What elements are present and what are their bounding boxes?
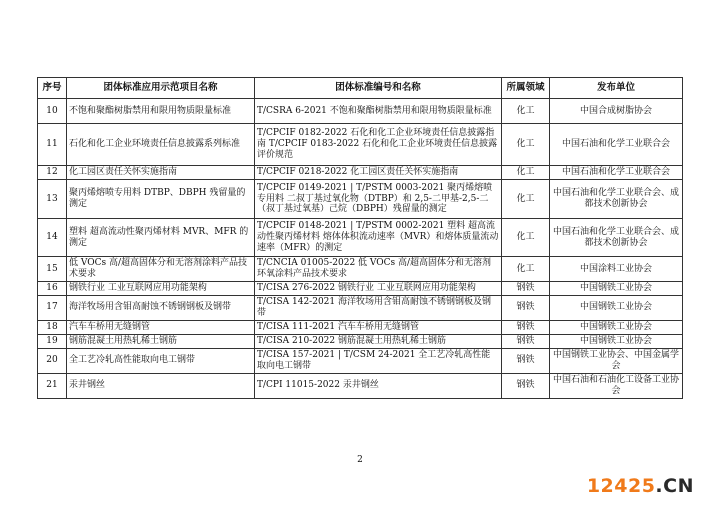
row-no: 20 — [38, 348, 67, 373]
row-org: 中国钢铁工业协会 — [550, 296, 683, 321]
table-row — [38, 124, 683, 166]
row-standard: T/CPCIF 0218-2022 化工园区责任关怀实施指南 — [255, 166, 502, 180]
table-row — [38, 180, 683, 219]
row-standard: T/CSRA 6-2021 不饱和聚酯树脂禁用和限用物质限量标准 — [255, 99, 502, 124]
row-org: 中国钢铁工业协会、中国金属学会 — [550, 348, 683, 373]
row-org: 中国钢铁工业协会 — [550, 282, 683, 296]
row-org: 中国石油和化学工业联合会 — [550, 124, 683, 166]
row-standard: T/CPCIF 0149-2021 | T/PSTM 0003-2021 聚丙烯熔喷专用料 二叔丁基过氧化物（DTBP）和 2,5-二甲基-2,5-二（叔丁基过氧基）己烷（DBPH）残留量的测定 — [255, 180, 502, 219]
table-row — [38, 320, 683, 334]
row-project: 低 VOCs 高/超高固体分和无溶剂涂料产品技术要求 — [67, 257, 255, 282]
row-project: 石化和化工企业环境责任信息披露系列标准 — [67, 124, 255, 166]
row-no: 21 — [38, 373, 67, 398]
row-field: 化工 — [502, 257, 550, 282]
site-watermark — [587, 475, 694, 497]
row-no: 12 — [38, 166, 67, 180]
table-row — [38, 282, 683, 296]
row-standard: T/CISA 210-2022 钢筋混凝土用热轧稀土钢筋 — [255, 334, 502, 348]
row-field: 钢铁 — [502, 296, 550, 321]
row-no: 14 — [38, 219, 67, 257]
row-no: 16 — [38, 282, 67, 296]
table-row — [38, 348, 683, 373]
table-row — [38, 296, 683, 321]
row-project: 钢筋混凝土用热轧稀土钢筋 — [67, 334, 255, 348]
table-row — [38, 257, 683, 282]
row-no: 19 — [38, 334, 67, 348]
row-standard: T/CPCIF 0182-2022 石化和化工企业环境责任信息披露指南 T/CPCIF 0183-2022 石化和化工企业环境责任信息披露评价规范 — [255, 124, 502, 166]
header-no: 序号 — [38, 78, 67, 99]
table-row — [38, 334, 683, 348]
row-org: 中国石油和化学工业联合会 — [550, 166, 683, 180]
row-org: 中国合成树脂协会 — [550, 99, 683, 124]
row-project: 全工艺冷轧高性能取向电工钢带 — [67, 348, 255, 373]
row-project: 不饱和聚酯树脂禁用和限用物质限量标准 — [67, 99, 255, 124]
row-field: 钢铁 — [502, 282, 550, 296]
row-standard: T/CISA 276-2022 钢铁行业 工业互联网应用功能架构 — [255, 282, 502, 296]
table-row — [38, 166, 683, 180]
header-project: 团体标准应用示范项目名称 — [67, 78, 255, 99]
table-header-row — [38, 78, 683, 99]
table-row — [38, 373, 683, 398]
row-project: 塑料 超高流动性聚丙烯材料 MVR、MFR 的测定 — [67, 219, 255, 257]
row-org: 中国石油和化学工业联合会、成都技术创新协会 — [550, 180, 683, 219]
row-project: 化工园区责任关怀实施指南 — [67, 166, 255, 180]
row-standard: T/CPCIF 0148-2021 | T/PSTM 0002-2021 塑料 超高流动性聚丙烯材料 熔体体积流动速率（MVR）和熔体质量流动速率（MFR）的测定 — [255, 219, 502, 257]
row-field: 钢铁 — [502, 348, 550, 373]
watermark-domain: .CN — [655, 475, 694, 497]
row-no: 11 — [38, 124, 67, 166]
row-field: 化工 — [502, 166, 550, 180]
row-field: 钢铁 — [502, 334, 550, 348]
row-field: 化工 — [502, 124, 550, 166]
row-no: 10 — [38, 99, 67, 124]
table-row — [38, 99, 683, 124]
header-field: 所属领域 — [502, 78, 550, 99]
row-standard: T/CISA 157-2021 | T/CSM 24-2021 全工艺冷轧高性能取向电工钢带 — [255, 348, 502, 373]
row-project: 汞井钢丝 — [67, 373, 255, 398]
header-org: 发布单位 — [550, 78, 683, 99]
row-standard: T/CPI 11015-2022 汞井钢丝 — [255, 373, 502, 398]
page-number: 2 — [357, 455, 363, 465]
row-field: 钢铁 — [502, 373, 550, 398]
row-project: 聚丙烯熔喷专用料 DTBP、DBPH 残留量的测定 — [67, 180, 255, 219]
row-project: 汽车车桥用无缝钢管 — [67, 320, 255, 334]
row-standard: T/CNCIA 01005-2022 低 VOCs 高/超高固体分和无溶剂环氧涂料产品技术要求 — [255, 257, 502, 282]
row-org: 中国石油和石油化工设备工业协会 — [550, 373, 683, 398]
row-field: 化工 — [502, 219, 550, 257]
row-field: 化工 — [502, 180, 550, 219]
row-no: 13 — [38, 180, 67, 219]
standards-table — [37, 77, 683, 399]
row-org: 中国石油和化学工业联合会、成都技术创新协会 — [550, 219, 683, 257]
row-no: 15 — [38, 257, 67, 282]
table-row — [38, 219, 683, 257]
table-body — [38, 99, 683, 399]
row-standard: T/CISA 142-2021 海洋牧场用含钼高耐蚀不锈钢钢板及钢带 — [255, 296, 502, 321]
row-field: 钢铁 — [502, 320, 550, 334]
row-project: 海洋牧场用含钼高耐蚀不锈钢钢板及钢带 — [67, 296, 255, 321]
row-no: 17 — [38, 296, 67, 321]
header-standard: 团体标准编号和名称 — [255, 78, 502, 99]
row-org: 中国钢铁工业协会 — [550, 320, 683, 334]
row-standard: T/CISA 111-2021 汽车车桥用无缝钢管 — [255, 320, 502, 334]
row-no: 18 — [38, 320, 67, 334]
row-project: 钢铁行业 工业互联网应用功能架构 — [67, 282, 255, 296]
row-org: 中国钢铁工业协会 — [550, 334, 683, 348]
row-org: 中国涂料工业协会 — [550, 257, 683, 282]
watermark-digits: 12425 — [586, 475, 656, 497]
row-field: 化工 — [502, 99, 550, 124]
